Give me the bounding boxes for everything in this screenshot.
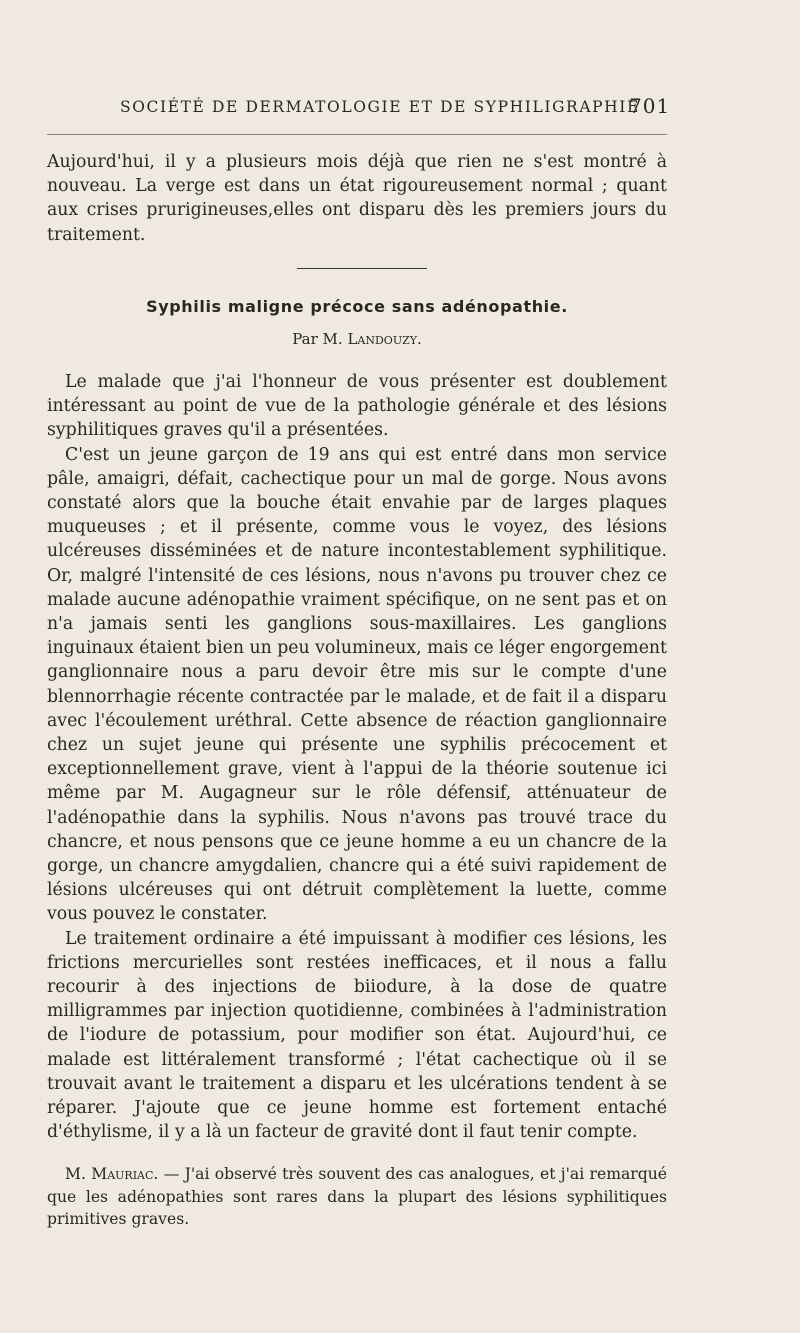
article-title: Syphilis maligne précoce sans adénopathie. [146, 297, 568, 316]
discussion-remark [47, 1163, 667, 1231]
intro-block [47, 150, 667, 247]
remark-paragraph [47, 1163, 667, 1231]
intro-paragraph: Aujourd'hui, il y a plusieurs mois déjà que rien ne s'est montré à nouveau. La verge est dans un état rigoureusement normal ; quant aux crises prurigineuses,elles ont disparu dès les premiers jours du traitement. [47, 152, 667, 245]
remark-dash: — [158, 1165, 185, 1183]
body-paragraph: Le traitement ordinaire a été impuissant à modifier ces lésions, les frictions mercurielles sont restées inefficaces, et il nous a fallu recourir à des injections de biiodure, à la dose de quatre milligrammes par injection quotidienne, combinées à l'administration de l'iodure de potassium, pour modifier son état. Aujourd'hui, ce malade est littéralement transformé ; l'état cachectique où il se trouvait avant le traitement a disparu et les ulcérations tendent à se réparer. J'ajoute que ce jeune homme est fortement entaché d'éthylisme, il y a là un facteur de gravité dont il faut tenir compte. [47, 928, 667, 1143]
section-divider [297, 268, 427, 269]
author-name: Landouzy. [347, 330, 422, 348]
page-number: 701 [629, 94, 671, 118]
body-paragraph: C'est un jeune garçon de 19 ans qui est entré dans mon service pâle, amaigri, défait, cachectique pour un mal de gorge. Nous avons constaté alors que la bouche était envahie par de larges plaques muqueuses ; et il présente, comme vous le voyez, des lésions ulcéreuses disséminées et de nature incontestablement syphilitique. Or, malgré l'intensité de ces lésions, nous n'avons pu trouver chez ce malade aucune adénopathie vraiment spécifique, on ne sent pas et on n'a jamais senti les ganglions sous-maxillaires. Les ganglions inguinaux étaient bien un peu volumineux, mais ce léger engorgement ganglionnaire nous a paru devoir être mis sur le compte d'une blennorrhagie récente contractée par le malade, et de fait il a disparu avec l'écoulement uréthral. Cette absence de réaction ganglionnaire chez un sujet jeune qui présente une syphilis précocement et exceptionnellement grave, vient à l'appui de la théorie soutenue ici même par M. Augagneur sur le rôle défensif, atténuateur de l'adénopathie dans la syphilis. Nous n'avons pas trouvé trace du chancre, et nous pensons que ce jeune homme a eu un chancre de la gorge, un chancre amygdalien, chancre qui a été suivi rapidement de lésions ulcéreuses qui ont détruit complètement la luette, comme vous pouvez le constater. [47, 444, 667, 925]
remark-text: J'ai observé très souvent des cas analogues, et j'ai remarqué que les adénopathies sont rares dans la plupart des lésions syphilitiques primitives graves. [47, 1165, 667, 1229]
header-rule [47, 134, 667, 135]
article-body [47, 370, 667, 1145]
byline-prefix: Par M. [292, 330, 343, 348]
running-title: SOCIÉTÉ DE DERMATOLOGIE ET DE SYPHILIGRAPHIE [120, 98, 640, 116]
remark-speaker: M. Mauriac. [65, 1165, 159, 1183]
body-paragraph: Le malade que j'ai l'honneur de vous présenter est doublement intéressant au point de vue de la pathologie générale et des lésions syphilitiques graves qu'il a présentées. [47, 372, 667, 441]
byline [47, 330, 667, 348]
